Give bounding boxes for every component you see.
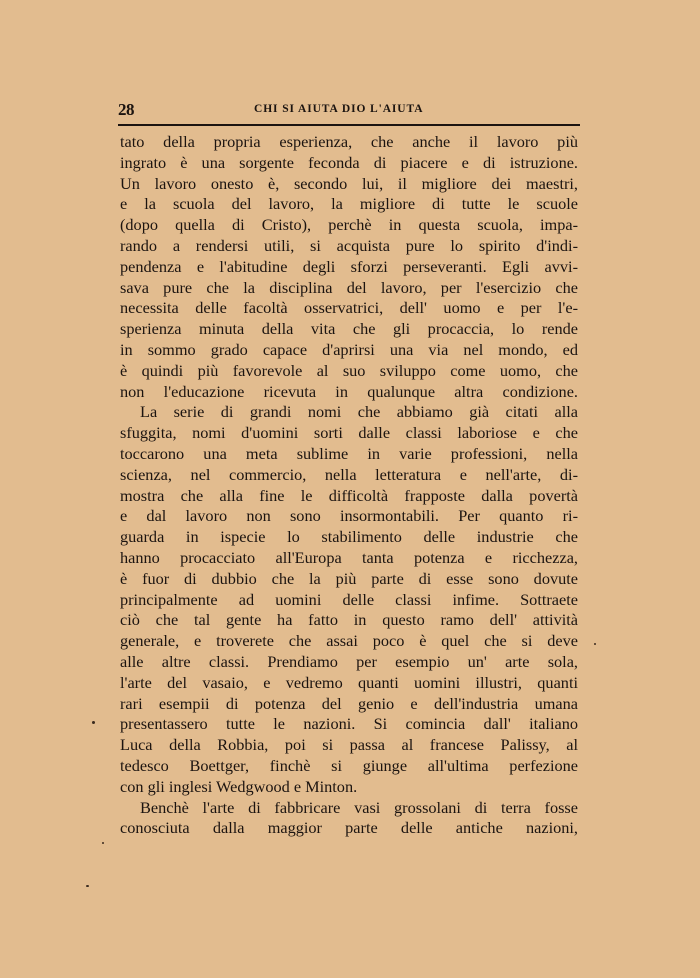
body-text	[120, 132, 578, 839]
text-line: alle altre classi. Prendiamo per esempio un' arte sola,	[120, 651, 578, 671]
text-line: scienza, nel commercio, nella letteratura e nell'arte, di-	[120, 464, 578, 484]
text-line: presentassero tutte le nazioni. Si comincia dall' italiano	[120, 714, 578, 734]
text-line: Luca della Robbia, poi si passa al francese Palissy, al	[120, 735, 578, 755]
text-line: Benchè l'arte di fabbricare vasi grossolani di terra fosse	[140, 797, 578, 817]
ink-speck	[86, 885, 89, 887]
text-line: è quindi più favorevole al suo sviluppo come uomo, che	[120, 360, 578, 380]
text-line: sfuggita, nomi d'uomini sorti dalle classi laboriose e che	[120, 423, 578, 443]
text-line: La serie di grandi nomi che abbiamo già citati alla	[140, 402, 578, 422]
text-line: e la scuola del lavoro, la migliore di tutte le scuole	[120, 194, 578, 214]
text-line: guarda in ispecie lo stabilimento delle industrie che	[120, 527, 578, 547]
text-line: principalmente ad uomini delle classi infime. Sottraete	[120, 589, 578, 609]
text-line: ingrato è una sorgente feconda di piacere e di istruzione.	[120, 152, 578, 172]
ink-speck	[92, 721, 95, 724]
text-line: rando a rendersi utili, si acquista pure lo spirito d'indi-	[120, 235, 578, 255]
text-line: conosciuta dalla maggior parte delle antiche nazioni,	[120, 818, 578, 838]
text-line: mostra che alla fine le difficoltà frapposte dalla povertà	[120, 485, 578, 505]
text-line: con gli inglesi Wedgwood e Minton.	[120, 776, 358, 796]
text-line: pendenza e l'abitudine degli sforzi perseveranti. Egli avvi-	[120, 256, 578, 276]
text-line: hanno procacciato all'Europa tanta potenza e ricchezza,	[120, 547, 578, 567]
header-rule	[118, 124, 580, 126]
page-header	[118, 98, 580, 120]
text-line: tedesco Boettger, finchè si giunge all'ultima perfezione	[120, 755, 578, 775]
text-line: l'arte del vasaio, e vedremo quanti uomini illustri, quanti	[120, 672, 578, 692]
text-line: in sommo grado capace d'aprirsi una via nel mondo, ed	[120, 339, 578, 359]
text-line: Un lavoro onesto è, secondo lui, il migliore dei maestri,	[120, 173, 578, 193]
ink-speck	[594, 643, 596, 645]
text-line: rari esempii di potenza del genio e dell'industria umana	[120, 693, 578, 713]
text-line: tato della propria esperienza, che anche il lavoro più	[120, 132, 578, 151]
text-line: sperienza minuta della vita che gli procaccia, lo rende	[120, 319, 578, 339]
text-line: generale, e troverete che assai poco è quel che si deve	[120, 631, 578, 651]
running-head: CHI SI AIUTA DIO L'AIUTA	[254, 103, 424, 115]
ink-speck	[102, 842, 104, 844]
text-line: è fuor di dubbio che la più parte di esse sono dovute	[120, 568, 578, 588]
text-line: necessita delle facoltà osservatrici, dell' uomo e per l'e-	[120, 298, 578, 318]
text-line: toccarono una meta sublime in varie professioni, nella	[120, 443, 578, 463]
text-line: non l'educazione ricevuta in qualunque altra condizione.	[120, 381, 578, 401]
text-line: sava pure che la disciplina del lavoro, per l'esercizio che	[120, 277, 578, 297]
page-number: 28	[118, 100, 134, 119]
text-line: e dal lavoro non sono insormontabili. Per quanto ri-	[120, 506, 578, 526]
text-line: ciò che tal gente ha fatto in questo ramo dell' attività	[120, 610, 578, 630]
text-line: (dopo quella di Cristo), perchè in questa scuola, impa-	[120, 215, 578, 235]
